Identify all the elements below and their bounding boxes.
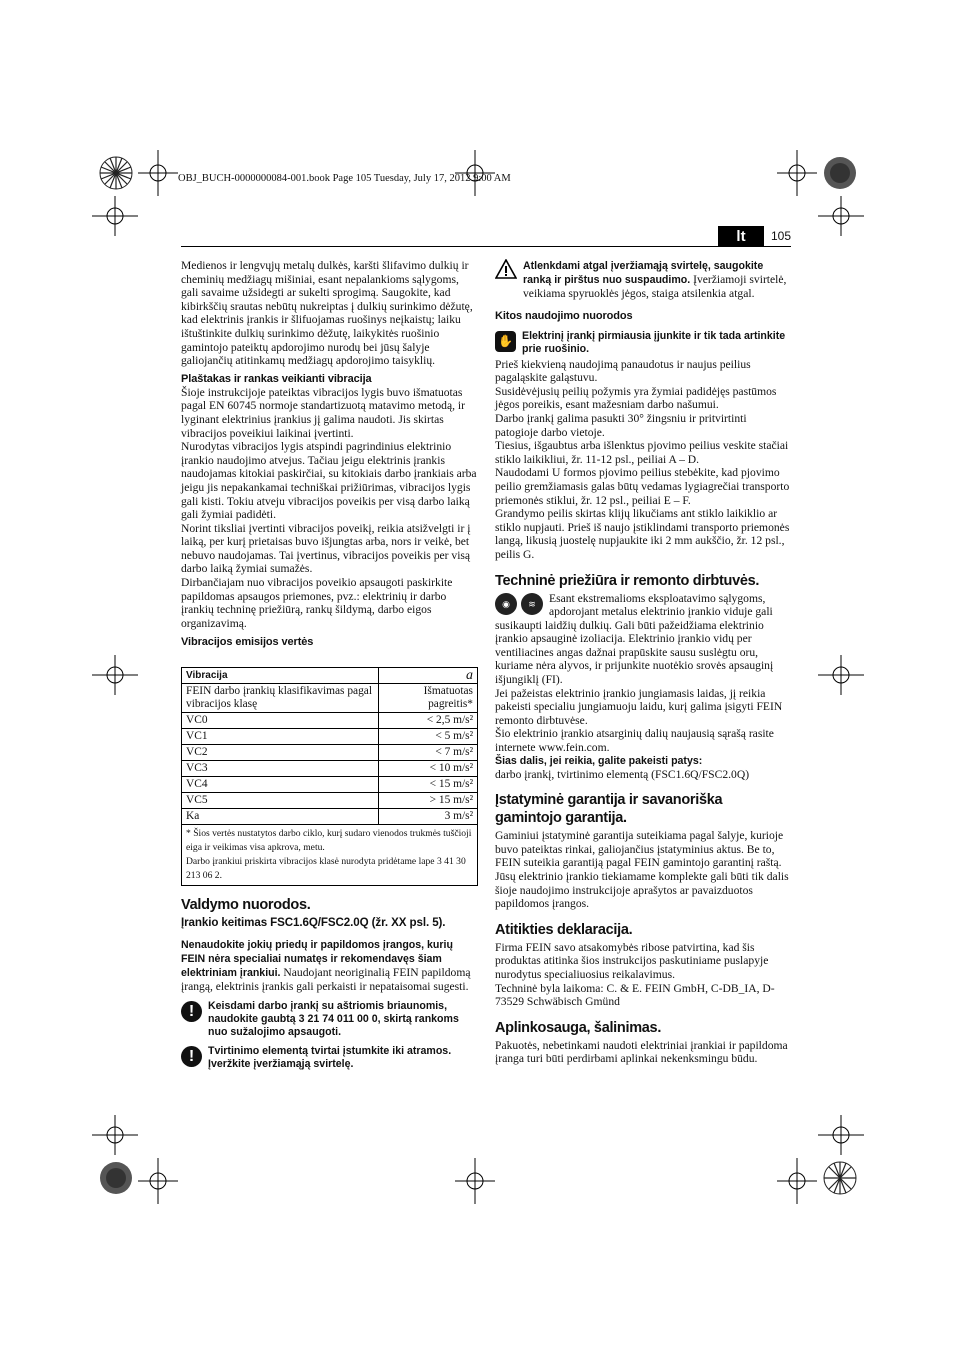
footnote-line: * Šios vertės nustatytos darbo ciklo, kurį sudaro vienodos trukmės tuščioji eiga ir veikimas visa apkrova, metu. xyxy=(186,828,472,854)
warning-triangle-icon xyxy=(495,259,517,279)
table-cell: < 5 m/s² xyxy=(379,729,478,745)
vibration-paragraph: Šioje instrukcijoje pateiktas vibracijos lygis buvo išmatuotas pagal EN 60745 normoje standartizuotą matavimo metodą, ir lyginant elektrinius įrankius jį galima naudoti. Jis skirtas vibracijos poveikiui laikinai įvertinti. xyxy=(181,385,465,440)
table-row xyxy=(182,713,478,729)
table-cell: Ka xyxy=(182,809,379,825)
vibration-paragraph: Dirbančiajam nuo vibracijos poveikio apsaugoti paskirkite papildomas apsaugos priemones, pvz.: elektrinių ir darbo įrankių techninę priežiūrą, rankų šildymą, darbo eigos organizavimą. xyxy=(181,576,453,630)
conformity-paragraph: Firma FEIN savo atsakomybės ribose patvirtina, kad šis produktas atitinka šios instrukcijos paskutiniame puslapyje nurodytus specialiuosius reikalavimus. xyxy=(495,940,769,981)
vibration-paragraph: Nurodytas vibracijos lygis atspindi pagrindinius elektrinio įrankio naudojimo atvejus. Tačiau jeigu elektrinis įrankis naudojamas kitokiai paskirčiai, su kitokiais darbo įrankiais arba jeigu jis nepakankamai techniškai prižiūrimas, vibracijos lygis gali kisti. Tokiu atveju vibracijos poveikis per visą darbo laiką gali žymiai padidėti. xyxy=(181,440,477,522)
table-cell: VC5 xyxy=(182,793,379,809)
warning-bold-text: Atlenkdami atgal įveržiamąją svirtelę, saugokite ranką ir pirštus nuo suspaudimo. xyxy=(523,260,764,286)
table-footnote xyxy=(182,825,478,886)
usage-paragraph: Susidėvėjusių peilių požymis yra žymiai padidėjęs pastūmos jėgos poreikis, esant mažesniam darbo našumui. xyxy=(495,384,777,412)
conformity-paragraph: Techninė byla laikoma: C. & E. FEIN GmbH, C-DB_IA, D-73529 Schwäbisch Gmünd xyxy=(495,981,775,1009)
registration-disc-icon xyxy=(98,1160,134,1196)
table-row xyxy=(182,729,478,745)
right-column xyxy=(495,259,791,1066)
note-switch-on xyxy=(495,330,791,356)
crosshair-icon xyxy=(818,1115,864,1155)
table-class-label: FEIN darbo įrankių klasifikavimas pagal vibracijos klasę xyxy=(182,684,379,713)
service-paragraph: Šio elektrinio įrankio atsarginių dalių naujausią sąrašą rasite internete www.fein.com. xyxy=(495,727,774,755)
registration-disc-icon xyxy=(822,155,858,191)
crosshair-icon xyxy=(138,150,178,196)
header-rule xyxy=(181,246,791,247)
service-paragraph: Jei pažeistas elektrinio įrankio jungiamasis laidas, jį reikia pakeisti specialiu jungiamuoju laidu, kurį galima įsigyti FEIN remonto dirbtuvėse. xyxy=(495,686,783,727)
air-blow-icon: ≋ xyxy=(521,593,543,615)
registration-wheel-icon xyxy=(98,155,134,191)
hand-icon: ✋ xyxy=(495,331,516,352)
usage-paragraph: Naudodami U formos pjovimo peilius stebėkite, kad pjovimo peilio gremžiamasis galas būtų vedamas lygiagrečiai transporto priemonės stiklui, žr. 12 psl., peiliai E – F. xyxy=(495,466,790,507)
warning-text: Įveržiamoji svirtelė, veikiama spyruoklės jėgos, staiga atsilenkia atgal. xyxy=(523,273,787,300)
table-row xyxy=(182,761,478,777)
change-text: Naudojant neoriginalią FEIN papildomą įrangą, elektrinis įrankis gali perkaisti ir nepataisomai sugesti. xyxy=(181,966,471,994)
service-heading: Techninė priežiūra ir remonto dirbtuvės. xyxy=(495,572,760,589)
page-number: 105 xyxy=(771,229,792,243)
conformity-heading: Atitikties deklaracija. xyxy=(495,921,633,938)
warning-lever xyxy=(495,259,791,301)
controls-heading: Valdymo nuorodos. xyxy=(181,897,311,914)
table-cell: < 10 m/s² xyxy=(379,761,478,777)
usage-paragraph: Tiesius, išgaubtus arba išlenktus pjovimo peilius veskite stačiai stiklo laikikliui, žr. 11-12 psl., peiliai A – D. xyxy=(495,439,789,466)
warranty-heading: Įstatyminė garantija ir savanoriška gamintojo garantija. xyxy=(495,792,723,827)
note-cover xyxy=(181,1000,478,1039)
left-column xyxy=(181,259,478,1071)
crosshair-icon xyxy=(455,1158,495,1204)
usage-paragraph: Prieš kiekvieną naudojimą panaudotus ir naujus peilius pagaląskite galąstuvu. xyxy=(495,357,751,385)
emission-heading: Vibracijos emisijos vertės xyxy=(181,636,314,649)
change-bold-text: Nenaudokite jokių priedų ir papildomos įrangos, kurių FEIN nėra specialiai numatęs ir rekomendavęs šiam elektriniam įrankiui. xyxy=(181,939,453,980)
crosshair-icon xyxy=(818,196,864,236)
footnote-line: Darbo įrankiui priskirta vibracijos klasė nurodyta pridėtame lape 3 41 30 213 06 2. xyxy=(186,856,466,882)
crosshair-icon xyxy=(777,150,817,196)
note-text: Elektrinį įrankį pirmiausia įjunkite ir tik tada artinkite prie ruošinio. xyxy=(522,329,786,355)
vibration-table xyxy=(181,667,478,886)
vibration-heading: Plaštakas ir rankas veikianti vibracija xyxy=(181,372,372,385)
intro-paragraph: Medienos ir lengvųjų metalų dulkės, karšti šlifavimo dulkių ir cheminių medžiagų mišiniai, esant nepalankioms sąlygoms, gali savaime užsidegti ar sukelti sprogimą. Saugokite, kad kibirkščių srautas nebūtų nukreiptas į dulkių surinkimo dėžutę, kad elektrinis įrankis ir šlifuojamas ruošinys neįkaistų; laiku ištuštinkite dulkių surinkimo dėžutę, laikykitės ruošinio gamintojo pateiktų apdorojimo nurodų bei jūsų šalyje galiojančių atitinkamų medžiagų apdorojimo taisyklių. xyxy=(181,259,473,368)
file-header: OBJ_BUCH-0000000084-001.book Page 105 Tuesday, July 17, 2012 9:00 AM xyxy=(178,173,511,184)
table-cell: VC0 xyxy=(182,713,379,729)
crosshair-icon xyxy=(777,1158,817,1204)
table-cell: VC2 xyxy=(182,745,379,761)
table-cell: < 7 m/s² xyxy=(379,745,478,761)
eye-protection-icon: ◉ xyxy=(495,593,517,615)
crosshair-icon xyxy=(92,655,138,695)
table-row xyxy=(182,793,478,809)
table-row xyxy=(182,809,478,825)
note-text: Tvirtinimo elementą tvirtai įstumkite iki atramos. Įveržkite įveržiamąją svirtelę. xyxy=(208,1045,452,1071)
table-row xyxy=(182,745,478,761)
change-paragraph xyxy=(181,938,478,994)
service-paragraph xyxy=(495,592,791,687)
table-cell: < 15 m/s² xyxy=(379,777,478,793)
table-cell: VC1 xyxy=(182,729,379,745)
exclamation-icon: ! xyxy=(181,1046,202,1067)
table-cell: VC4 xyxy=(182,777,379,793)
table-cell: > 15 m/s² xyxy=(379,793,478,809)
environment-paragraph: Pakuotės, nebetinkami naudoti elektriniai įrankiai ir papildoma įranga turi būti perdirbami aplinkai nekenksmingu būdu. xyxy=(495,1038,788,1066)
crosshair-icon xyxy=(455,150,495,196)
table-measured-label: Išmatuotas pagreitis* xyxy=(379,684,478,713)
table-header-vibration: Vibracija xyxy=(182,668,379,684)
warranty-paragraph: Gaminiui įstatyminė garantija suteikiama pagal šalyje, kurioje buvo pateiktas rinkai, galiojančius įstatyminius aktus. Be to, FEIN suteikia garantiją pagal FEIN gamintojo garantinį raštą. xyxy=(495,829,784,870)
crosshair-icon xyxy=(92,196,138,236)
service-bold-line: Šias dalis, jei reikia, galite pakeisti patys: xyxy=(495,754,703,767)
table-cell: < 2,5 m/s² xyxy=(379,713,478,729)
note-fastener xyxy=(181,1045,478,1071)
service-text: Esant ekstremalioms eksploatavimo sąlygoms, apdorojant metalus elektrinio įrankio viduje gali susikaupti laidžių dulkių. Gali būti pažeidžiama elektrinio įrankio apsauginė izoliacija. Elektrinio įrankio vidų per ventiliacines angas dažnai prapūskite sausu suslėgtu oru, kuriame nėra alyvos, ir prijunkite nuotėkio srovės apsauginį išjungiklį (FI). xyxy=(495,591,774,687)
table-cell: 3 m/s² xyxy=(379,809,478,825)
usage-paragraph: Grandymo peilis skirtas klijų likučiams ant stiklo laikiklio ar stiklo nupjauti. Prieš iš naujo įstiklindami transporto priemonės langą, likusią juostelę nupjaukite iki 2 mm aukščio, žr. 12 psl., peilis G. xyxy=(495,507,790,561)
environment-heading: Aplinkosauga, šalinimas. xyxy=(495,1019,662,1036)
usage-paragraph: Darbo įrankį galima pasukti 30° žingsniu ir pritvirtinti patogioje darbo vietoje. xyxy=(495,411,747,439)
vibration-paragraph: Norint tiksliai įvertinti vibracijos poveikį, reikia atsižvelgti ir į laiką, per kurį prietaisas buvo išjungtas arba, nors ir veikė, bet nebuvo naudojamas. Tai įvertinus, vibracijos poveikis per visą darbo laiką žymiai sumažės. xyxy=(181,521,471,576)
service-paragraph: darbo įrankį, tvirtinimo elementą (FSC1.6Q/FSC2.0Q) xyxy=(495,767,750,781)
registration-wheel-icon xyxy=(822,1160,858,1196)
table-cell: VC3 xyxy=(182,761,379,777)
crosshair-icon xyxy=(138,1158,178,1204)
change-heading: Įrankio keitimas FSC1.6Q/FSC2.0Q (žr. XX psl. 5). xyxy=(181,916,446,930)
exclamation-icon: ! xyxy=(181,1001,202,1022)
service-icons xyxy=(495,593,543,615)
other-heading: Kitos naudojimo nuorodos xyxy=(495,309,633,322)
table-header-a: a xyxy=(379,668,478,684)
language-tab: lt xyxy=(718,226,764,247)
table-row xyxy=(182,777,478,793)
note-text: Keisdami darbo įrankį su aštriomis briaunomis, naudokite gaubtą 3 21 74 011 00 0, skirtą rankoms nuo sužalojimo apsaugoti. xyxy=(208,1000,459,1039)
warranty-paragraph: Jūsų elektrinio įrankio tiekiamame komplekte gali būti tik dalis šioje naudojimo instrukcijoje aprašytos ar pavaizduotos papildomos įrangos. xyxy=(495,870,789,911)
crosshair-icon xyxy=(92,1115,138,1155)
crosshair-icon xyxy=(818,655,864,695)
